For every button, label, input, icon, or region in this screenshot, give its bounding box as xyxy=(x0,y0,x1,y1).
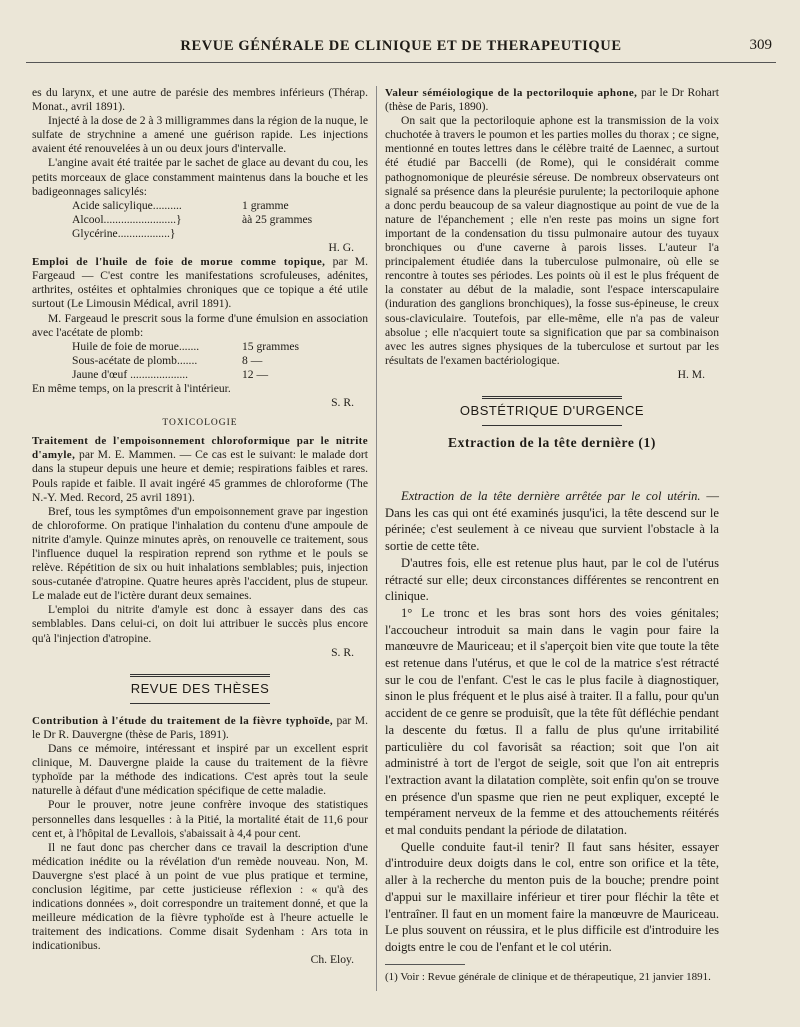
running-header xyxy=(26,36,776,63)
paragraph: En même temps, on la prescrit à l'intérieur. xyxy=(32,381,231,395)
paragraph: D'autres fois, elle est retenue plus haut, par le col de l'utérus rétracté sur elle; deux circonstances différentes se rencontrent en clinique. xyxy=(385,555,719,604)
section-rule xyxy=(130,703,270,704)
recipe-ingredient: Alcool.........................} xyxy=(72,212,182,226)
recipe-ingredient: Acide salicylique.......... xyxy=(72,198,182,212)
recipe-row xyxy=(72,340,368,354)
paragraph: Il ne faut donc pas chercher dans ce travail la description d'une médication inédite ou la révélation d'un remède nouveau. Non, M. Dauvergne s'est placé à un point de vue plus pratique et termine, conclusion légitime, par cette justicieuse réflexion : « qu'à des indications données », doit correspondre un traitement donné, et que la meilleure médication de la fièvre typhoïde est à l'heure actuelle le traitement des indications. Comme disait Sydenham : Ars tota in indicationibus. xyxy=(32,840,368,953)
article-text: par M. Fargeaud — C'est contre les manifestations scrofuleuses, adénites, arthrites, ostéites et ophtalmies chroniques que ce topique a été utile surtout (Le Limousin Médical, avril 1891). xyxy=(32,255,368,311)
recipe-row xyxy=(72,227,368,241)
recipe-amount: 15 grammes xyxy=(242,339,299,353)
paragraph xyxy=(385,488,719,555)
recipe-row xyxy=(72,368,368,382)
recipe-ingredient: Huile de foie de morue....... xyxy=(72,339,200,353)
article-title: Extraction de la tête dernière (1) xyxy=(448,435,656,451)
recipe-emulsion xyxy=(72,340,368,382)
paragraph xyxy=(32,714,368,742)
recipe-salicylic xyxy=(72,199,368,241)
paragraph: 1° Le tronc et les bras sont hors des voies génitales; l'accoucheur introduit sa main dans le vagin pour faire la manœuvre de Mauriceau; et il s'aperçoit bien vite que toute la tête est retenue dans l'utérus, et que le col de la matrice s'est rétracté sur le cou de l'enfant. C'est le cas le plus facile à diagnostiquer, sinon le plus fréquent et le plus aisé à traiter. Il a fallu, pour qu'un accident de ce genre se produisît, que la tête fût défléchie pendant la descente du fœtus. Il a fallu de plus qu'une irritabilité particulière du col favorisât sa réaction; soit que l'on ait administré à tort de l'ergot de seigle, soit que l'on ait entrepris l'extraction avant la dilatation complète, soit enfin qu'on se trouve en présence d'un spasme que rien ne peut expliquer, excepté le tempérament nerveux de la femme et des attouchements réitérés et mal conduits pendant la période de dilatation. xyxy=(385,605,719,838)
paragraph: On sait que la pectoriloquie aphone est la transmission de la voix chuchotée à travers le poumon et les parties molles du thorax ; ce signe, mentionné en toutes lettres dans le célèbre traité de Laennec, a surtout été étudié par Baccelli (de Rome), qui le considérait comme pathognomonique de pleurésie séreuse. De nombreux observateurs ont signalé sa présence dans la pleurésie purulente; la pectoriloquie aphone a donc perdu beaucoup de sa valeur diagnostique au point de vue de la nature de l'épanchement ; elle n'en reste pas moins un signe fort important de la condensation du tissu pulmonaire autour des tuyaux bronchiques ou d'une caverne à parois lisses. L'auteur l'a principalement étudiée dans la tuberculose pulmonaire, où elle se rencontre à toutes ses périodes. Les points où il est le plus fréquent de la constater au début de la maladie, sont l'espace interscapulaire (induration des ganglions bronchiques), la fosse sus-épineuse, le creux sous-claviculaire. Toutefois, par elle-même, elle n'a pas de valeur absolue ; elle n'acquiert toute sa signification que par sa combinaison avec les autres signes physiques de la tuberculose et surtout par les résultats de l'examen bactériologique. xyxy=(385,114,719,367)
signature: H. M. xyxy=(677,367,705,381)
paragraph: es du larynx, et une autre de parésie des membres inférieurs (Thérap. Monat., avril 1891). xyxy=(32,86,368,114)
recipe-ingredient: Jaune d'œuf .................... xyxy=(72,367,189,381)
article-subtitle: Extraction de la tête dernière arrêtée par le col utérin. xyxy=(401,489,701,503)
paragraph: Pour le prouver, notre jeune confrère invoque des statistiques personnelles dans lesquelles : à la Pitié, la mortalité était de 11,6 pour cent et, à l'hôpital de Levallois, s'abaissait à 4,4 pour cent. xyxy=(32,798,368,840)
page-number: 309 xyxy=(749,37,772,53)
paragraph: L'angine avait été traitée par le sachet de glace au devant du cou, les petits morceaux de glace constamment maintenus dans la bouche et les badigeonnages salicylés: xyxy=(32,156,368,198)
recipe-amount: 12 — xyxy=(242,367,269,381)
section-obstetrique xyxy=(385,396,719,426)
paragraph xyxy=(32,434,368,504)
right-column xyxy=(385,86,719,452)
signature: H. G. xyxy=(328,241,354,255)
paragraph xyxy=(385,86,719,114)
recipe-ingredient: Glycérine..................} xyxy=(72,226,176,240)
article-text: par M. le Dr R. Dauvergne (thèse de Paris, 1891). xyxy=(32,713,368,741)
signature: Ch. Eloy. xyxy=(310,953,354,967)
footnote-rule xyxy=(385,964,465,965)
journal-title: REVUE GÉNÉRALE DE CLINIQUE ET DE THERAPEUTIQUE xyxy=(180,38,622,54)
paragraph: Quelle conduite faut-il tenir? Il faut sans hésiter, essayer d'introduire deux doigts dans le col, entre son orifice et la tête, aller à la recherche du menton puis de la bouche; prendre point d'appui sur le maxillaire inférieur et tirer pour fléchir la tête et l'entraîner. Il faut en un moment faire la manœuvre de Mauriceau. Le plus souvent on réussira, et le plus difficile est d'introduire les doigts entre le cou de l'enfant et le col utérin. xyxy=(385,839,719,954)
paragraph: Injecté à la dose de 2 à 3 milligrammes dans la région de la nuque, le sulfate de strychnine a amené une guérison rapide. Les injections avaient été renouvelées à un ou deux jours d'intervalle. xyxy=(32,114,369,156)
article-heading: Traitement de l'empoisonnement chloroformique par le nitrite d'amyle, xyxy=(32,435,368,462)
section-title: REVUE DES THÈSES xyxy=(130,680,270,696)
section-title: OBSTÉTRIQUE D'URGENCE xyxy=(459,402,645,418)
section-revue-des-theses xyxy=(32,674,368,704)
left-column xyxy=(32,86,368,968)
footnote: (1) Voir : Revue générale de clinique et de thérapeutique, 21 janvier 1891. xyxy=(385,970,711,983)
recipe-row xyxy=(72,199,368,213)
article-heading: Contribution à l'étude du traitement de la fièvre typhoïde, xyxy=(32,714,333,727)
article-heading: Emploi de l'huile de foie de morue comme topique, xyxy=(32,256,326,269)
recipe-row xyxy=(72,354,368,368)
paragraph xyxy=(32,255,368,311)
right-column-lower xyxy=(385,488,719,984)
paragraph: Bref, tous les symptômes d'un empoisonnement grave par ingestion de chloroforme. On pratique l'inhalation du contenu d'une ampoule de nitrite d'amyle. Quinze minutes après, on renouvelle ce traitement, sous l'influence duquel la respiration reprend son rythme et le pouls se relève. Répétition de six ou huit inhalations semblables; puis, injection sous-cutanée d'atropine. Quatre heures après l'accident, plus de stupeur. Le malade eut de l'ictère durant deux semaines. xyxy=(32,504,368,603)
recipe-row xyxy=(72,213,368,227)
paragraph: L'emploi du nitrite d'amyle est donc à essayer dans des cas semblables. Dans celui-ci, on doit lui attribuer le succès plus encore qu'à l'injection d'atropine. xyxy=(32,603,368,645)
recipe-amount: 1 gramme xyxy=(242,198,289,212)
section-rule xyxy=(482,425,622,426)
signature: S. R. xyxy=(331,645,354,659)
recipe-ingredient: Sous-acétate de plomb....... xyxy=(72,353,198,367)
article-heading: Valeur séméiologique de la pectoriloquie aphone, xyxy=(385,87,638,99)
article-text: par M. E. Mammen. — Ce cas est le suivant: le malade dort dans la stupeur depuis une heure et demie; respirations faibles et rares. Pouls rapide et faible. Il avait ingéré 45 grammes de chloroforme (The N.-Y. Med. Record, 25 avril 1891). xyxy=(32,448,368,504)
paragraph: Dans ce mémoire, intéressant et inspiré par un excellent esprit clinique, M. Dauvergne plaide la cause du traitement de la fièvre typhoïde par la méthode des indications. C'est après tout la seule naturelle à défaut d'une médication spécifique de cette maladie. xyxy=(32,742,368,798)
column-divider xyxy=(376,86,377,991)
article-text: par le Dr Rohart (thèse de Paris, 1890). xyxy=(385,86,720,114)
paragraph: M. Fargeaud le prescrit sous la forme d'une émulsion en association avec l'acétate de plomb: xyxy=(32,311,368,339)
recipe-amount: àà 25 grammes xyxy=(242,212,313,226)
article-text: — Dans les cas qui ont été examinés jusqu'ici, la tête descend sur le périnée; c'est seulement à ce niveau que survient l'obstacle à la sortie de cette tête. xyxy=(385,489,720,554)
recipe-amount: 8 — xyxy=(242,353,263,367)
section-toxicologie: TOXICOLOGIE xyxy=(162,418,238,429)
signature: S. R. xyxy=(331,396,354,410)
